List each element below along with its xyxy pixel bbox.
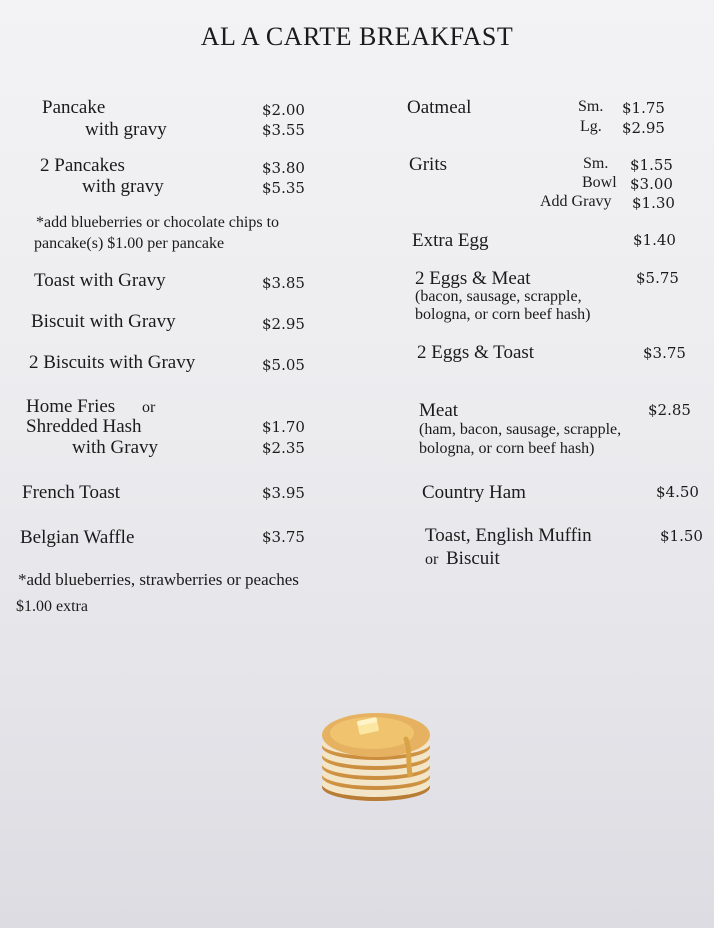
grits-bowl-price: $3.00 <box>630 175 673 193</box>
pancake-stack-icon <box>318 705 434 805</box>
country-ham-price: $4.50 <box>656 483 699 501</box>
biscuit-gravy-price: $2.95 <box>262 315 305 333</box>
pancake-note-line2: pancake(s) $1.00 per pancake <box>34 235 225 252</box>
waffle-note-line2: $1.00 extra <box>16 598 88 615</box>
home-fries-price: $1.70 <box>262 418 305 436</box>
toast-gravy-price: $3.85 <box>262 274 305 292</box>
oatmeal-sm-price: $1.75 <box>622 99 665 117</box>
home-fries-gravy: with Gravy <box>72 437 159 458</box>
extra-egg-name: Extra Egg <box>412 230 489 251</box>
eggs-toast-price: $3.75 <box>643 344 686 362</box>
meat-desc-1: (ham, bacon, sausage, scrapple, <box>419 421 622 438</box>
two-biscuits-price: $5.05 <box>262 356 305 374</box>
grits-gravy-price: $1.30 <box>632 194 675 212</box>
meat-name: Meat <box>419 400 459 421</box>
two-pancakes-name: 2 Pancakes <box>40 155 125 176</box>
pancake-gravy: with gravy <box>85 119 167 140</box>
oatmeal-lg-price: $2.95 <box>622 119 665 137</box>
eggs-toast-name: 2 Eggs & Toast <box>417 342 535 363</box>
two-pancakes-price: $3.80 <box>262 159 305 177</box>
eggs-meat-name: 2 Eggs & Meat <box>415 268 531 289</box>
meat-price: $2.85 <box>648 401 691 419</box>
home-fries-name: Home Fries <box>26 396 116 417</box>
toast-muffin-price: $1.50 <box>660 527 703 545</box>
grits-name: Grits <box>409 154 447 175</box>
two-pancakes-gravy-price: $5.35 <box>262 179 305 197</box>
home-fries-gravy-price: $2.35 <box>262 439 305 457</box>
oatmeal-lg-label: Lg. <box>580 118 602 135</box>
belgian-waffle-price: $3.75 <box>262 528 305 546</box>
belgian-waffle-name: Belgian Waffle <box>20 527 135 548</box>
pancake-gravy-price: $3.55 <box>262 121 305 139</box>
oatmeal-name: Oatmeal <box>407 97 472 118</box>
shredded-hash-name: Shredded Hash <box>26 416 142 437</box>
home-fries-or: or <box>142 399 156 416</box>
biscuit-gravy-name: Biscuit with Gravy <box>31 311 176 332</box>
extra-egg-price: $1.40 <box>633 231 676 249</box>
country-ham-name: Country Ham <box>422 482 526 503</box>
meat-desc-2: bologna, or corn beef hash) <box>419 440 595 457</box>
pancake-name: Pancake <box>42 97 106 118</box>
waffle-note-line1: *add blueberries, strawberries or peaches <box>18 570 299 589</box>
grits-bowl-label: Bowl <box>582 174 617 191</box>
toast-muffin-biscuit: Biscuit <box>446 548 500 569</box>
pancake-price: $2.00 <box>262 101 305 119</box>
french-toast-name: French Toast <box>22 482 121 503</box>
pancake-note-line1: *add blueberries or chocolate chips to <box>36 214 280 231</box>
grits-sm-label: Sm. <box>583 155 609 172</box>
menu-title: AL A CARTE BREAKFAST <box>200 22 514 51</box>
oatmeal-sm-label: Sm. <box>578 98 604 115</box>
eggs-meat-desc-1: (bacon, sausage, scrapple, <box>415 288 582 305</box>
toast-muffin-or: or <box>425 551 439 568</box>
two-pancakes-gravy: with gravy <box>82 176 164 197</box>
toast-muffin-name: Toast, English Muffin <box>425 525 592 546</box>
grits-gravy-label: Add Gravy <box>540 193 612 210</box>
eggs-meat-desc-2: bologna, or corn beef hash) <box>415 306 591 323</box>
toast-gravy-name: Toast with Gravy <box>34 270 166 291</box>
grits-sm-price: $1.55 <box>630 156 673 174</box>
two-biscuits-name: 2 Biscuits with Gravy <box>29 352 196 373</box>
eggs-meat-price: $5.75 <box>636 269 679 287</box>
french-toast-price: $3.95 <box>262 484 305 502</box>
